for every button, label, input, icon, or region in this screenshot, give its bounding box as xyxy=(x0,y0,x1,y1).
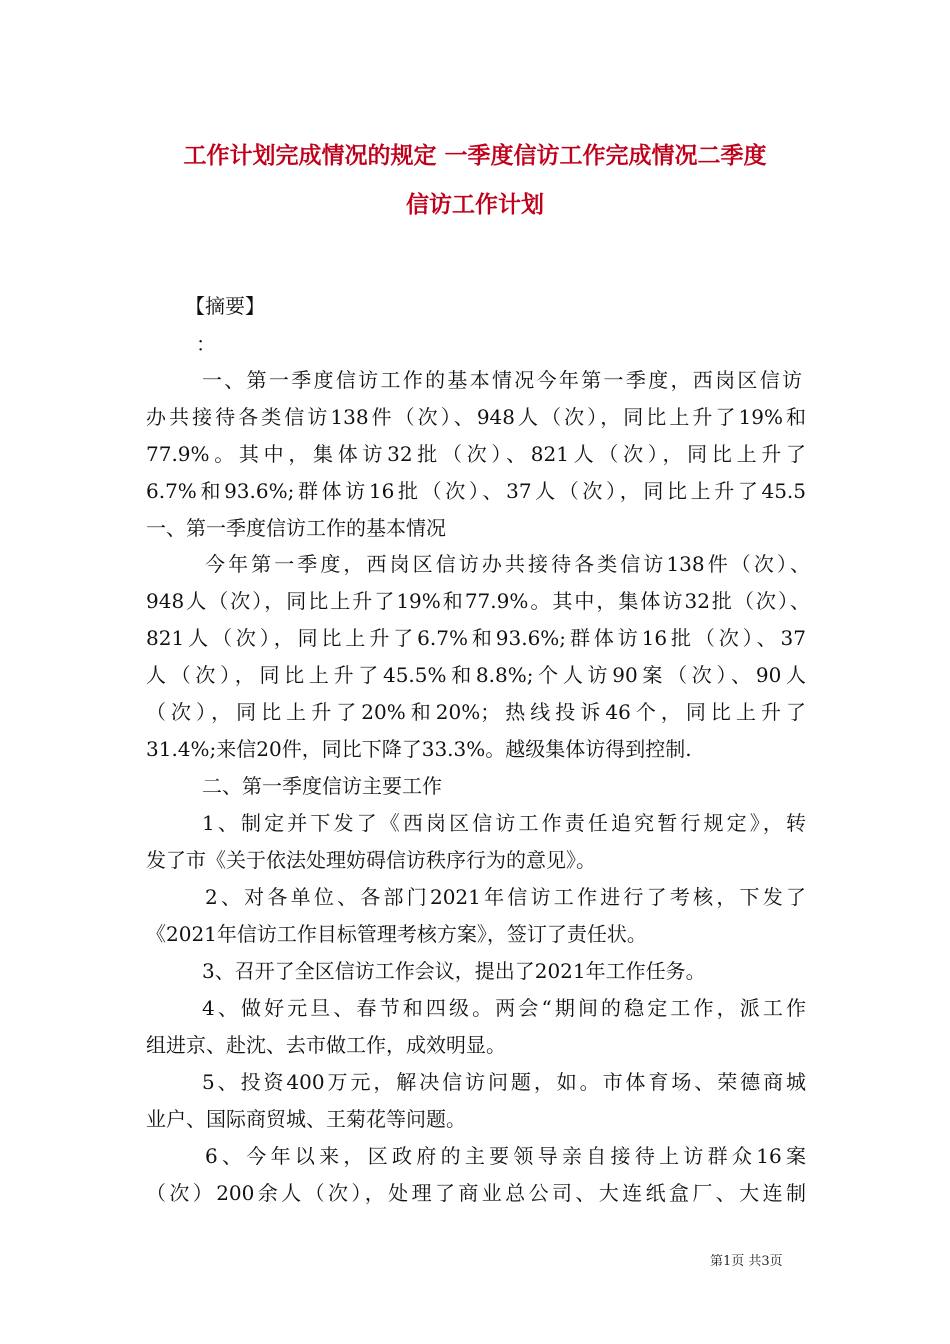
text-line: 组进京、赴沈、去市做工作，成效明显。 xyxy=(146,1033,506,1057)
text-line: 948人（次），同比上升了19%和77.9%。其中，集体访32批（次）、 xyxy=(146,589,810,613)
text-line: 发了市《关于依法处理妨碍信访秩序行为的意见》。 xyxy=(146,848,596,872)
text-line: 1、制定并下发了《西岗区信访工作责任追究暂行规定》，转 xyxy=(202,811,806,835)
document-title-line-2: 信访工作计划 xyxy=(406,192,544,218)
text-line: 人（次），同比上升了45.5%和8.8%;个人访90案（次）、90人 xyxy=(146,663,806,687)
text-line: （次），同比上升了20%和20%；热线投诉46个，同比上升了 xyxy=(146,700,806,724)
text-line: 办共接待各类信访138件（次）、948人（次），同比上升了19%和 xyxy=(146,405,806,429)
abstract-colon: ： xyxy=(196,332,216,356)
text-line: 3、召开了全区信访工作会议，提出了2021年工作任务。 xyxy=(202,959,706,983)
document-title-line-1: 工作计划完成情况的规定 一季度信访工作完成情况二季度 xyxy=(183,143,767,169)
text-line: 业户、国际商贸城、王菊花等问题。 xyxy=(146,1107,466,1131)
text-line: 6.7%和93.6%;群体访16批（次）、37人（次），同比上升了45.5 xyxy=(146,479,806,503)
section-heading: 一、第一季度信访工作的基本情况 xyxy=(146,516,446,540)
text-line: （次）200余人（次），处理了商业总公司、大连纸盒厂、大连制 xyxy=(146,1181,806,1205)
text-line: 77.9%。其中，集体访32批（次）、821人（次），同比上升了 xyxy=(146,442,806,466)
text-line: 6、今年以来，区政府的主要领导亲自接待上访群众16案 xyxy=(205,1144,806,1168)
text-line: 今年第一季度，西岗区信访办共接待各类信访138件（次）、 xyxy=(205,552,810,576)
page-number: 第1页 共3页 xyxy=(710,1254,783,1269)
text-line: 4、做好元旦、春节和四级。两会“期间的稳定工作，派工作 xyxy=(202,996,806,1020)
abstract-label: 【摘要】 xyxy=(185,294,265,318)
text-line: 一、第一季度信访工作的基本情况今年第一季度，西岗区信访 xyxy=(202,368,802,392)
text-line: 2、对各单位、各部门2021年信访工作进行了考核，下发了 xyxy=(205,885,806,909)
text-line: 5、投资400万元，解决信访问题，如。市体育场、荣德商城 xyxy=(202,1070,806,1094)
text-line: 821人（次），同比上升了6.7%和93.6%;群体访16批（次）、37 xyxy=(146,626,806,650)
section-heading: 二、第一季度信访主要工作 xyxy=(202,774,442,798)
text-line: 31.4%;来信20件，同比下降了33.3%。越级集体访得到控制. xyxy=(146,737,692,761)
text-line: 《2021年信访工作目标管理考核方案》，签订了责任状。 xyxy=(146,922,647,946)
